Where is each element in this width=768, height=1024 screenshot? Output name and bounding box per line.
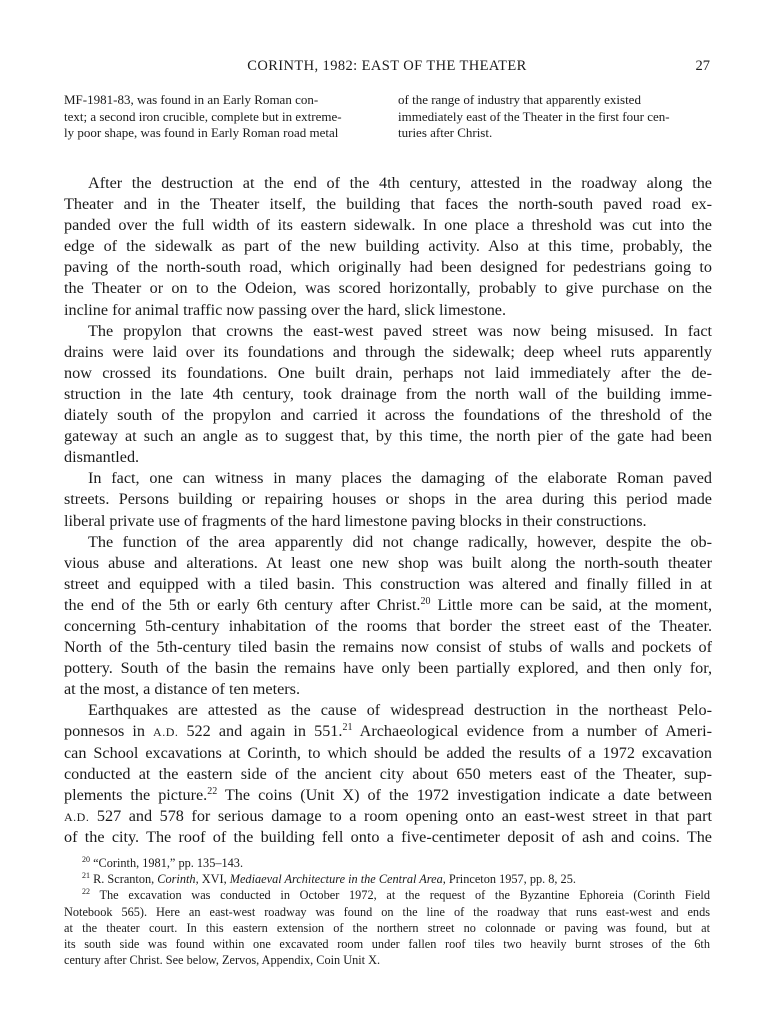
carryover-line: ly poor shape, was found in Early Roman road metal	[64, 125, 339, 140]
footnote-mark: 20	[82, 855, 90, 864]
text-run: 522 and again in 551.	[178, 722, 343, 741]
paragraph-line: incline for animal traffic now passing over the hard, slick limestone.	[64, 300, 507, 319]
paragraph-line: gateway at such an angle as to suggest that, by this time, the north pier of the gate had been	[64, 427, 712, 446]
paragraph-line: streets. Persons building or repairing houses or shops in the area during this period made	[64, 490, 712, 509]
paragraph-line: can School excavations at Corinth, to which should be added the results of a 1972 excavation	[64, 743, 712, 762]
footnotes	[64, 855, 710, 968]
paragraph-line: panded over the full width of its eastern sidewalk. In one place a threshold was cut into the	[64, 216, 712, 235]
text-run: the end of the 5th or early 6th century after Christ.	[64, 595, 421, 614]
footnote-21	[64, 871, 710, 887]
paragraph-line: the Theater or on to the Odeion, was scored horizontally, probably to give purchase on the	[64, 279, 712, 298]
running-title: CORINTH, 1982: EAST OF THE THEATER	[247, 58, 527, 74]
carryover-right-column	[398, 92, 710, 142]
paragraph-line: struction in the late 4th century, took drainage from the north wall of the building imme-	[64, 384, 712, 403]
footnote-mark: 21	[82, 871, 90, 881]
footnote-ref[interactable]: 22	[207, 785, 218, 797]
footnote-text: R. Scranton,	[90, 872, 158, 887]
paragraph-line: of the city. The roof of the building fell onto a five-centimeter deposit of ash and coins. The	[64, 827, 712, 846]
paragraph-line	[64, 721, 712, 742]
text-run: 527 and 578 for serious damage to a room opening onto an east-west street in that part	[89, 806, 712, 825]
main-text	[64, 173, 712, 848]
paragraph-line: concerning 5th-century inhabitation of the rooms that border the street east of the Theater.	[64, 616, 712, 635]
text-run: The coins (Unit X) of the 1972 investigation indicate a date between	[217, 785, 712, 804]
paragraph-line: conducted at the eastern side of the ancient city about 650 meters east of the Theater, sup-	[64, 764, 712, 783]
footnote-text: “Corinth, 1981,” pp. 135–143.	[90, 856, 244, 870]
paragraph-line: In fact, one can witness in many places the damaging of the elaborate Roman paved	[88, 469, 712, 488]
footnote-ref[interactable]: 20	[420, 595, 431, 607]
paragraph-line: edge of the sidewalk as part of the new building activity. Also at this time, probably, the	[64, 237, 712, 256]
paragraph-line: diately south of the propylon and carried it across the foundations of the threshold of the	[64, 406, 712, 425]
text-run: Little more can be said, at the moment,	[430, 595, 712, 614]
paragraph-line: now crossed its foundations. One built drain, perhaps not laid immediately after the de-	[64, 363, 712, 382]
paragraph-line: The function of the area apparently did not change radically, however, despite the ob-	[88, 532, 712, 551]
paragraph-line: paving of the north-south road, which originally had been designed for pedestrians going to	[64, 258, 712, 277]
footnote-20	[64, 855, 710, 871]
footnote-italic: Mediaeval Architecture in the Central Area,	[229, 872, 446, 887]
footnote-line: at the theater court. In this eastern extension of the northern street no colonnade or paving was found, but at	[64, 920, 710, 935]
footnote-line: Notebook 565). Here an east-west roadway was found on the line of the roadway that runs east-west and ends	[64, 904, 710, 919]
carryover-left-column	[64, 92, 370, 142]
page-number: 27	[695, 58, 710, 74]
paragraph-line: liberal private use of fragments of the hard limestone paving blocks in their constructions.	[64, 511, 647, 530]
footnote-text: XVI,	[198, 872, 230, 887]
text-run: Archaeological evidence from a number of Ameri-	[352, 722, 712, 741]
paragraph-line: vious abuse and alterations. At least one new shop was built along the north-south theater	[64, 553, 712, 572]
paragraph-line	[64, 806, 712, 827]
carryover-line: turies after Christ.	[398, 125, 493, 140]
footnote-text: The excavation was conducted in October 1972, at the request of the Byzantine Ephoreia (Corinth Field	[90, 888, 710, 903]
footnote-line: its south side was found within one excavated room under fallen roof tiles two heavily burnt stroses of the 6th	[64, 936, 710, 951]
paragraph-line: dismantled.	[64, 448, 140, 467]
paragraph-line	[64, 785, 712, 806]
text-run: plements the picture.	[64, 785, 208, 804]
footnote-italic: Corinth,	[157, 872, 199, 887]
paragraph-line: street and equipped with a tiled basin. This construction was altered and finally filled in at	[64, 574, 712, 593]
running-header	[64, 58, 710, 80]
footnote-ref[interactable]: 21	[342, 722, 353, 734]
paragraph-line: Earthquakes are attested as the cause of widespread destruction in the northeast Pelo-	[88, 701, 712, 720]
paragraph-line: North of the 5th-century tiled basin the remains now consist of stubs of walls and pockets of	[64, 638, 712, 657]
paragraph-line: drains were laid over its foundations and through the sidewalk; deep wheel ruts apparently	[64, 342, 712, 361]
small-caps-era: A.D.	[64, 809, 90, 824]
paragraph-line: at the most, a distance of ten meters.	[64, 680, 300, 699]
paragraph-line: After the destruction at the end of the 4th century, attested in the roadway along the	[88, 174, 712, 192]
paragraph-line: pottery. South of the basin the remains have only been partially explored, and then only for,	[64, 659, 712, 678]
small-caps-era: A.D.	[153, 725, 179, 740]
carryover-line: MF-1981-83, was found in an Early Roman con-	[64, 92, 319, 107]
paragraph-line: Theater and in the Theater itself, the building that faces the north-south paved road ex-	[64, 195, 712, 214]
footnote-22	[64, 887, 710, 903]
footnote-mark: 22	[82, 887, 90, 897]
carryover-line: of the range of industry that apparently existed	[398, 92, 641, 107]
carryover-line: text; a second iron crucible, complete but in extreme-	[64, 108, 342, 124]
paragraph-line	[64, 595, 712, 616]
carryover-line: immediately east of the Theater in the first four cen-	[398, 108, 670, 124]
footnote-line: century after Christ. See below, Zervos, Appendix, Coin Unit X.	[64, 953, 381, 968]
text-run: ponnesos in	[64, 722, 154, 741]
footnote-text: Princeton 1957, pp. 8, 25.	[445, 872, 576, 887]
paragraph-line: The propylon that crowns the east-west paved street was now being misused. In fact	[88, 321, 712, 340]
